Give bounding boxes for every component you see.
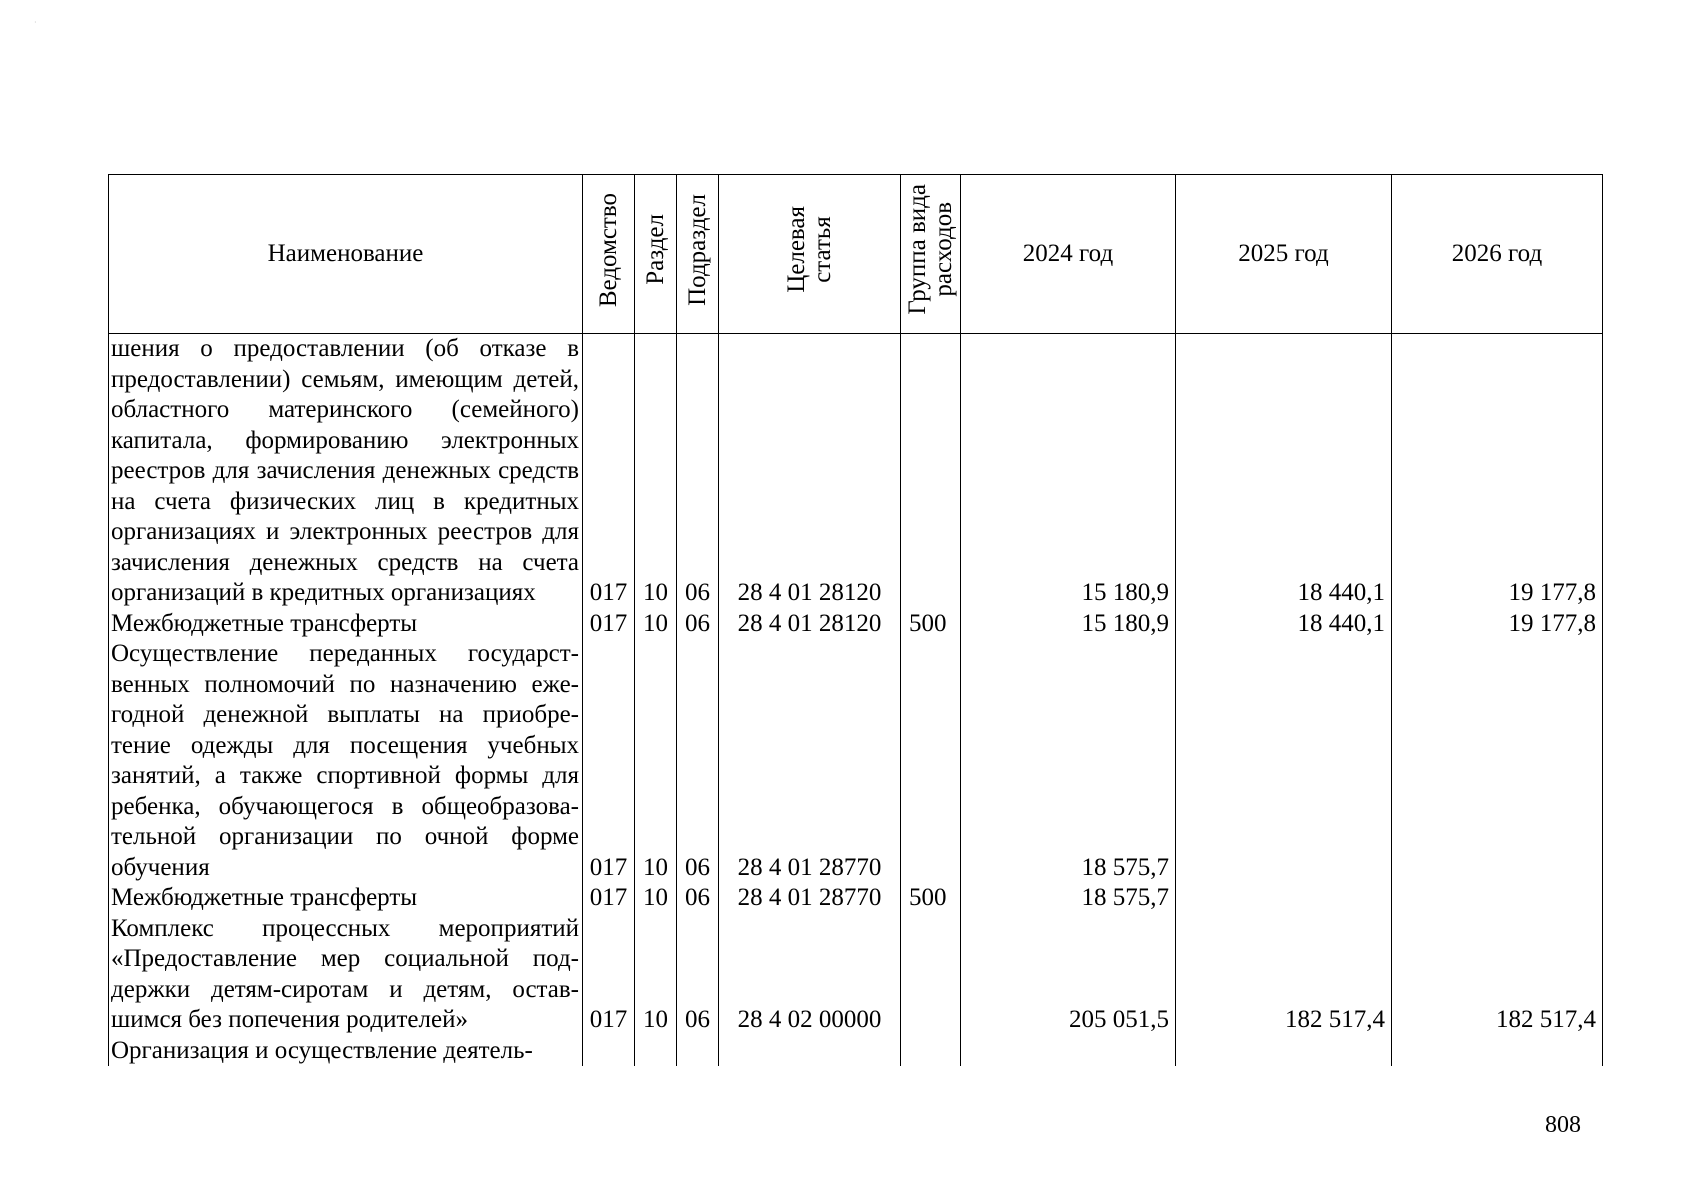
- row-vedomstvo: 017: [583, 883, 635, 914]
- row-2026: [1392, 883, 1603, 914]
- row-2025: 18 440,1: [1176, 609, 1392, 640]
- row-celevaya: 28 4 01 28770: [719, 883, 901, 914]
- header-podrazdel: Подраздел: [677, 175, 719, 334]
- table-row: [109, 334, 1603, 609]
- row-2026: 182 517,4: [1392, 914, 1603, 1036]
- row-podrazdel: [677, 1036, 719, 1067]
- row-2025: 18 440,1: [1176, 334, 1392, 609]
- row-podrazdel: 06: [677, 334, 719, 609]
- row-celevaya: [719, 1036, 901, 1067]
- scan-mark: ·: [34, 18, 37, 27]
- row-2024: [961, 1036, 1176, 1067]
- row-2026: 19 177,8: [1392, 334, 1603, 609]
- row-name: Комплекс процессных мероприятий «Предоставление мер социальной поддержки детям-сиротам и детям, оставшимся без попечения родителей»: [109, 914, 583, 1036]
- row-razdel: 10: [635, 914, 677, 1036]
- row-2024: 18 575,7: [961, 883, 1176, 914]
- row-2024: 18 575,7: [961, 639, 1176, 883]
- row-razdel: 10: [635, 334, 677, 609]
- header-vedomstvo: Ведомство: [583, 175, 635, 334]
- row-vedomstvo: 017: [583, 334, 635, 609]
- row-2026: 19 177,8: [1392, 609, 1603, 640]
- row-podrazdel: 06: [677, 883, 719, 914]
- row-podrazdel: 06: [677, 639, 719, 883]
- table-row: [109, 1036, 1603, 1067]
- header-gruppa: Группа вида расходов: [901, 175, 961, 334]
- row-2025: [1176, 639, 1392, 883]
- row-celevaya: 28 4 01 28120: [719, 334, 901, 609]
- row-gruppa: 500: [901, 609, 961, 640]
- row-podrazdel: 06: [677, 914, 719, 1036]
- table-body: [109, 334, 1603, 1067]
- row-gruppa: [901, 1036, 961, 1067]
- header-razdel: Раздел: [635, 175, 677, 334]
- row-podrazdel: 06: [677, 609, 719, 640]
- table-row: [109, 914, 1603, 1036]
- row-celevaya: 28 4 02 00000: [719, 914, 901, 1036]
- row-2024: 15 180,9: [961, 334, 1176, 609]
- row-2025: [1176, 1036, 1392, 1067]
- row-razdel: 10: [635, 883, 677, 914]
- row-2025: [1176, 883, 1392, 914]
- row-gruppa: [901, 334, 961, 609]
- row-razdel: 10: [635, 639, 677, 883]
- table-row: [109, 609, 1603, 640]
- row-razdel: 10: [635, 609, 677, 640]
- page-number: 808: [1545, 1112, 1581, 1138]
- row-name: Межбюджетные трансферты: [109, 609, 583, 640]
- row-celevaya: 28 4 01 28770: [719, 639, 901, 883]
- row-2024: 15 180,9: [961, 609, 1176, 640]
- header-2025: 2025 год: [1176, 175, 1392, 334]
- row-name: шения о предоставлении (об отказе в предоставлении) семьям, имеющим детей, областного материнского (семейного) капитала, формированию электронных реестров для зачисления денежных средств на счета физических лиц в кредитных организациях и электронных реестров для зачисления денежных средств на счета организаций в кредитных организациях: [109, 334, 583, 609]
- row-vedomstvo: [583, 1036, 635, 1067]
- row-2026: [1392, 1036, 1603, 1067]
- table-row: [109, 639, 1603, 883]
- row-vedomstvo: 017: [583, 639, 635, 883]
- row-name: Межбюджетные трансферты: [109, 883, 583, 914]
- row-2026: [1392, 639, 1603, 883]
- row-2025: 182 517,4: [1176, 914, 1392, 1036]
- header-2026: 2026 год: [1392, 175, 1603, 334]
- table-row: [109, 883, 1603, 914]
- row-gruppa: [901, 914, 961, 1036]
- row-name: Осуществление переданных государственных полномочий по назначению ежегодной денежной выплаты на приобретение одежды для посещения учебных занятий, а также спортивной формы для ребенка, обучающегося в общеобразовательной организации по очной форме обучения: [109, 639, 583, 883]
- row-celevaya: 28 4 01 28120: [719, 609, 901, 640]
- header-name: Наименование: [109, 175, 583, 334]
- row-razdel: [635, 1036, 677, 1067]
- row-gruppa: 500: [901, 883, 961, 914]
- table-header: [109, 175, 1603, 334]
- row-vedomstvo: 017: [583, 609, 635, 640]
- row-vedomstvo: 017: [583, 914, 635, 1036]
- header-2024: 2024 год: [961, 175, 1176, 334]
- header-celevaya: Целевая статья: [719, 175, 901, 334]
- row-name: Организация и осуществление деятель-: [109, 1036, 583, 1067]
- row-2024: 205 051,5: [961, 914, 1176, 1036]
- row-gruppa: [901, 639, 961, 883]
- budget-table: [108, 174, 1603, 1066]
